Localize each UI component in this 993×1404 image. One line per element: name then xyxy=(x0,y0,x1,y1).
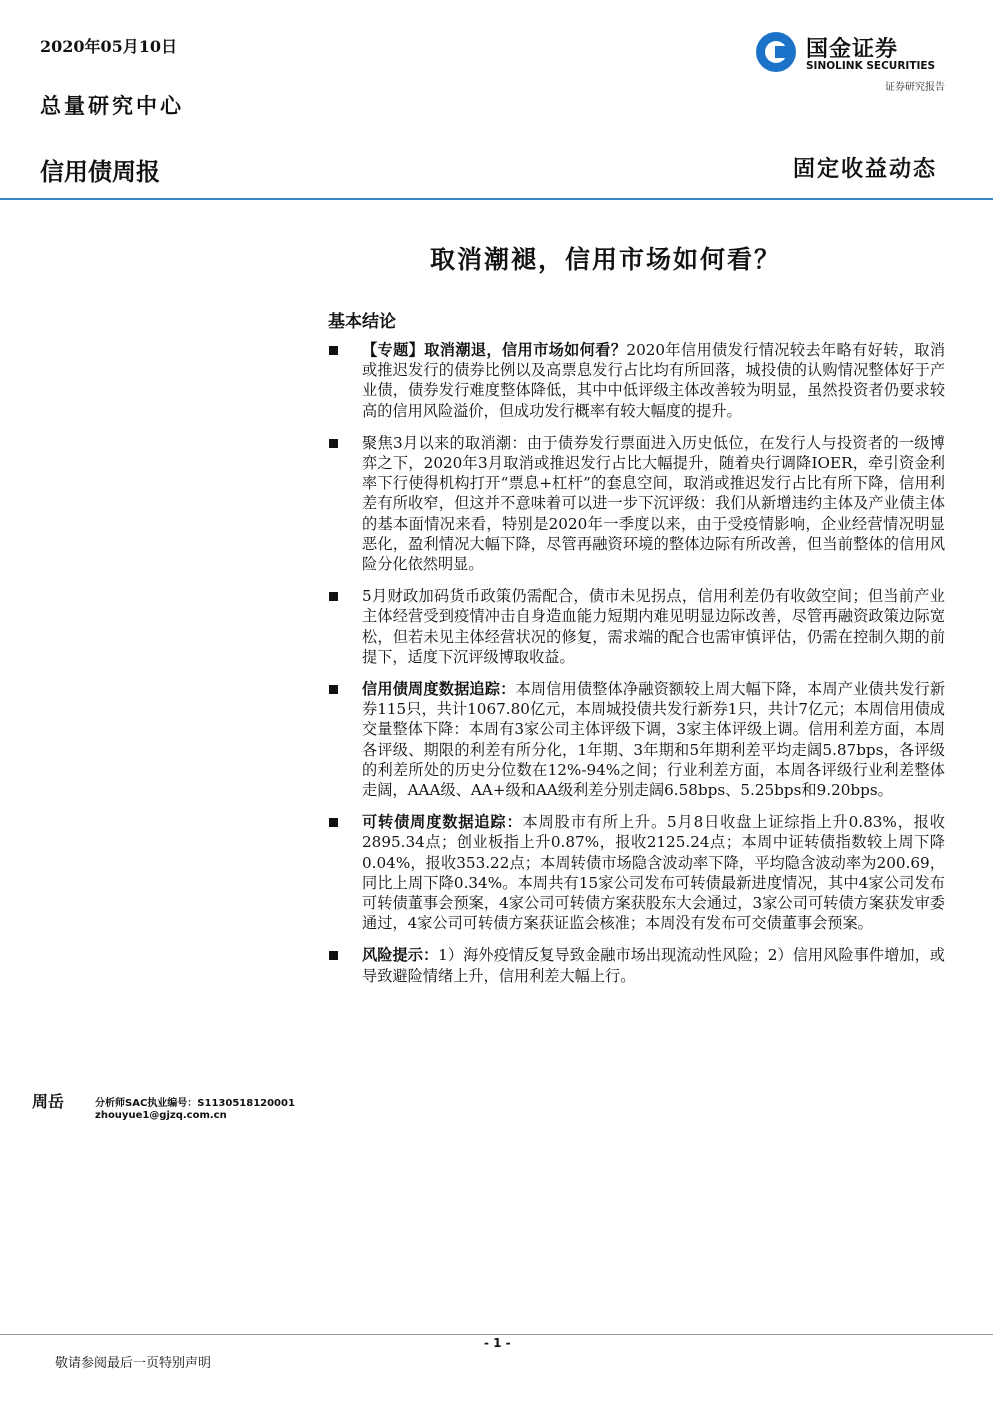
bullet-square-icon xyxy=(329,592,338,601)
analyst-certificate: 分析师SAC执业编号：S1130518120001 xyxy=(95,1098,295,1109)
bullet-square-icon xyxy=(329,685,338,694)
list-item xyxy=(327,945,945,985)
bullet-square-icon xyxy=(329,818,338,827)
bullet-square-icon xyxy=(329,346,338,355)
report-date: 2020年05月10日 xyxy=(40,37,178,56)
list-item xyxy=(327,340,945,421)
analyst-email[interactable]: zhouyue1@gjzq.com.cn xyxy=(95,1110,227,1121)
list-item xyxy=(327,586,945,667)
bullet-lead: 风险提示： xyxy=(362,946,439,965)
bullet-text: 本周信用债整体净融资额较上周大幅下降，本周产业债共发行新券115只，共计1067.80亿元，本周城投债共发行新券1只，共计7亿元；本周信用债成交量整体下降：本周有3家公司主体评级下调，3家主体评级上调。信用利差方面，本周各评级、期限的利差有所分化，1年期、3年期和5年期利差平均走阔5.87bps，各评级的利差所处的历史分位数在12%-94%之间；行业利差方面，本周各评级行业利差整体走阔，AAA级、AA+级和AA级利差分别走阔6.58bps、5.25bps和9.20bps。 xyxy=(362,680,946,800)
logo-chinese-name: 国金证券 xyxy=(806,37,899,62)
list-item xyxy=(327,433,945,574)
bullet-lead: 信用债周度数据追踪： xyxy=(362,680,516,699)
analyst-name: 周岳 xyxy=(32,1092,65,1111)
bullet-text: 1）海外疫情反复导致金融市场出现流动性风险；2）信用风险事件增加，或导致避险情绪上升，信用利差大幅上行。 xyxy=(362,946,945,985)
bullet-lead: 可转债周度数据追踪： xyxy=(362,813,523,832)
list-item xyxy=(327,812,945,933)
conclusion-list xyxy=(327,340,945,998)
bullet-text: 聚焦3月以来的取消潮：由于债券发行票面进入历史低位，在发行人与投资者的一级博弈之下，2020年3月取消或推迟发行占比大幅提升，随着央行调降IOER，牵引资金利率下行使得机构打开“票息+杠杆”的套息空间，取消或推迟发行占比有所下降，信用利差有所收窄，但这并不意味着可以进一步下沉评级：我们从新增违约主体及产业债主体的基本面情况来看，特别是2020年一季度以来，由于受疫情影响，企业经营情况明显恶化，盈利情况大幅下降，尽管再融资环境的整体边际有所改善，但当前整体的信用风险分化依然明显。 xyxy=(362,433,945,574)
bullet-square-icon xyxy=(329,439,338,448)
bullet-text: 5月财政加码货币政策仍需配合，债市未见拐点，信用利差仍有收敛空间；但当前产业主体经营受到疫情冲击自身造血能力短期内难见明显边际改善，尽管再融资政策边际宽松，但若未见主体经营状况的修复，需求端的配合也需审慎评估，仍需在控制久期的前提下，适度下沉评级博取收益。 xyxy=(362,587,945,666)
header-divider xyxy=(0,198,993,200)
bullet-square-icon xyxy=(329,951,338,960)
list-item xyxy=(327,679,945,800)
footer-disclaimer: 敬请参阅最后一页特别声明 xyxy=(55,1356,212,1371)
report-series: 信用债周报 xyxy=(40,158,160,186)
logo-english-name: SINOLINK SECURITIES xyxy=(806,60,936,72)
department-name: 总量研究中心 xyxy=(40,93,184,118)
footer-divider xyxy=(0,1334,993,1335)
document-type: 证券研究报告 xyxy=(885,82,945,93)
logo-mark-icon xyxy=(756,32,796,72)
report-title: 取消潮褪，信用市场如何看？ xyxy=(430,245,782,274)
summary-heading: 基本结论 xyxy=(328,312,396,332)
report-category: 固定收益动态 xyxy=(792,156,937,182)
company-logo xyxy=(756,32,946,78)
bullet-text: 2020年信用债发行情况较去年略有好转，取消或推迟发行的债券比例以及高票息发行占比均有所回落，城投债的认购情况整体好于产业债，债券发行难度整体降低，其中中低评级主体改善较为明显，虽然投资者仍要求较高的信用风险溢价，但成功发行概率有较大幅度的提升。 xyxy=(362,341,946,420)
bullet-lead: 【专题】取消潮退，信用市场如何看？ xyxy=(362,341,627,359)
bullet-text: 本周股市有所上升。5月8日收盘上证综指上升0.83%，报收2895.34点；创业板指上升0.87%，报收2125.24点；本周中证转债指数较上周下降0.04%，报收353.22点；本周转债市场隐含波动率下降，平均隐含波动率为200.69，同比上周下降0.34%。本周共有15家公司发布可转债最新进度情况，其中4家公司发布可转债董事会预案，4家公司可转债方案获股东大会通过，3家公司可转债方案获发审委通过，4家公司可转债方案获证监会核准；本周没有发布可交债董事会预案。 xyxy=(362,813,945,933)
page-number: - 1 - xyxy=(484,1336,511,1350)
